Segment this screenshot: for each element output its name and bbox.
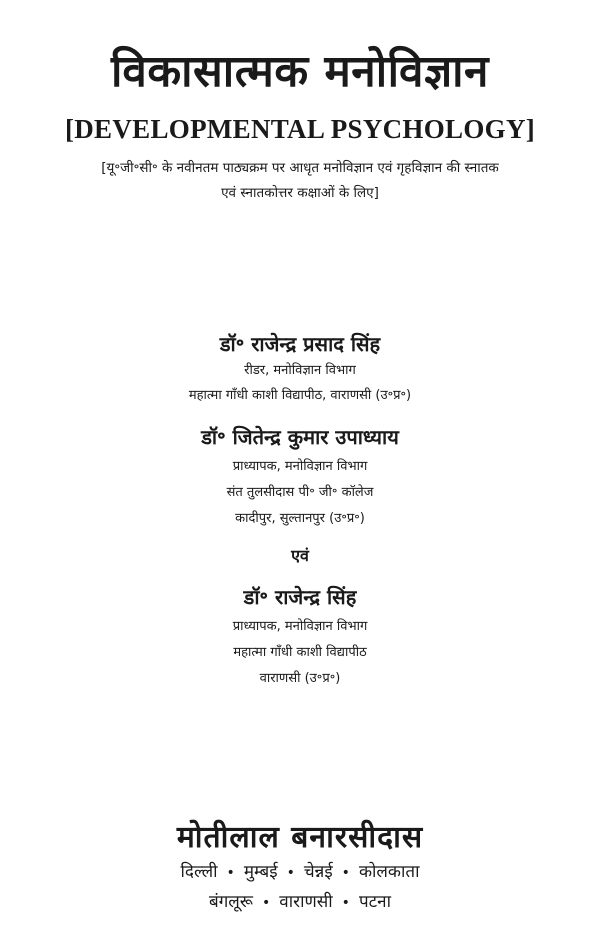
book-title-hindi: विकासात्मक मनोविज्ञान (111, 46, 489, 97)
city-chennai: चेन्नई (303, 862, 333, 882)
city-delhi: दिल्ली (180, 862, 218, 882)
author-1-affiliation-line-1: रीडर, मनोविज्ञान विभाग (244, 363, 356, 378)
author-2-affiliation-line-3: कादीपुर, सुल्तानपुर (उ॰प्र॰) (235, 511, 365, 526)
publisher-name: मोतीलाल बनारसीदास (176, 820, 424, 855)
author-2-affiliation-line-2: संत तुलसीदास पी॰ जी॰ कॉलेज (226, 485, 374, 500)
city-varanasi: वाराणसी (279, 892, 333, 912)
book-subtitle (0, 156, 600, 206)
author-2-affiliation-line-1: प्राध्यापक, मनोविज्ञान विभाग (232, 459, 368, 474)
city-patna: पटना (358, 892, 391, 912)
city-bengaluru: बंगलूरू (208, 892, 253, 912)
city-mumbai: मुम्बई (243, 862, 278, 882)
author-3-affiliation-line-3: वाराणसी (उ॰प्र॰) (259, 671, 341, 686)
publisher-cities-line-1 (0, 858, 600, 887)
bullet-separator: • (341, 895, 350, 911)
bullet-separator: • (262, 895, 271, 911)
subtitle-line-2: एवं स्नातकोत्तर कक्षाओं के लिए] (221, 185, 379, 201)
author-name-1: डॉ॰ राजेन्द्र प्रसाद सिंह (219, 332, 381, 356)
city-kolkata: कोलकाता (358, 862, 420, 882)
subtitle-line-1: [यू॰जी॰सी॰ के नवीनतम पाठ्यक्रम पर आधृत मनोविज्ञान एवं गृहविज्ञान की स्नातक (101, 160, 499, 176)
author-name-3: डॉ॰ राजेन्द्र सिंह (243, 585, 357, 609)
bullet-separator: • (341, 865, 350, 881)
author-name-2: डॉ॰ जितेन्द्र कुमार उपाध्याय (201, 425, 399, 449)
bullet-separator: • (286, 865, 295, 881)
conjunction-and: एवं (291, 546, 309, 565)
book-title-english: [DEVELOPMENTAL PSYCHOLOGY] (64, 114, 536, 144)
author-3-affiliation-line-2: महात्मा गाँधी काशी विद्यापीठ (233, 645, 367, 660)
bullet-separator: • (226, 865, 235, 881)
publisher-cities-line-2 (0, 888, 600, 917)
author-3-affiliation-line-1: प्राध्यापक, मनोविज्ञान विभाग (232, 619, 368, 634)
author-1-affiliation-line-2: महात्मा गाँधी काशी विद्यापीठ, वाराणसी (उ॰प्र॰) (188, 388, 412, 403)
